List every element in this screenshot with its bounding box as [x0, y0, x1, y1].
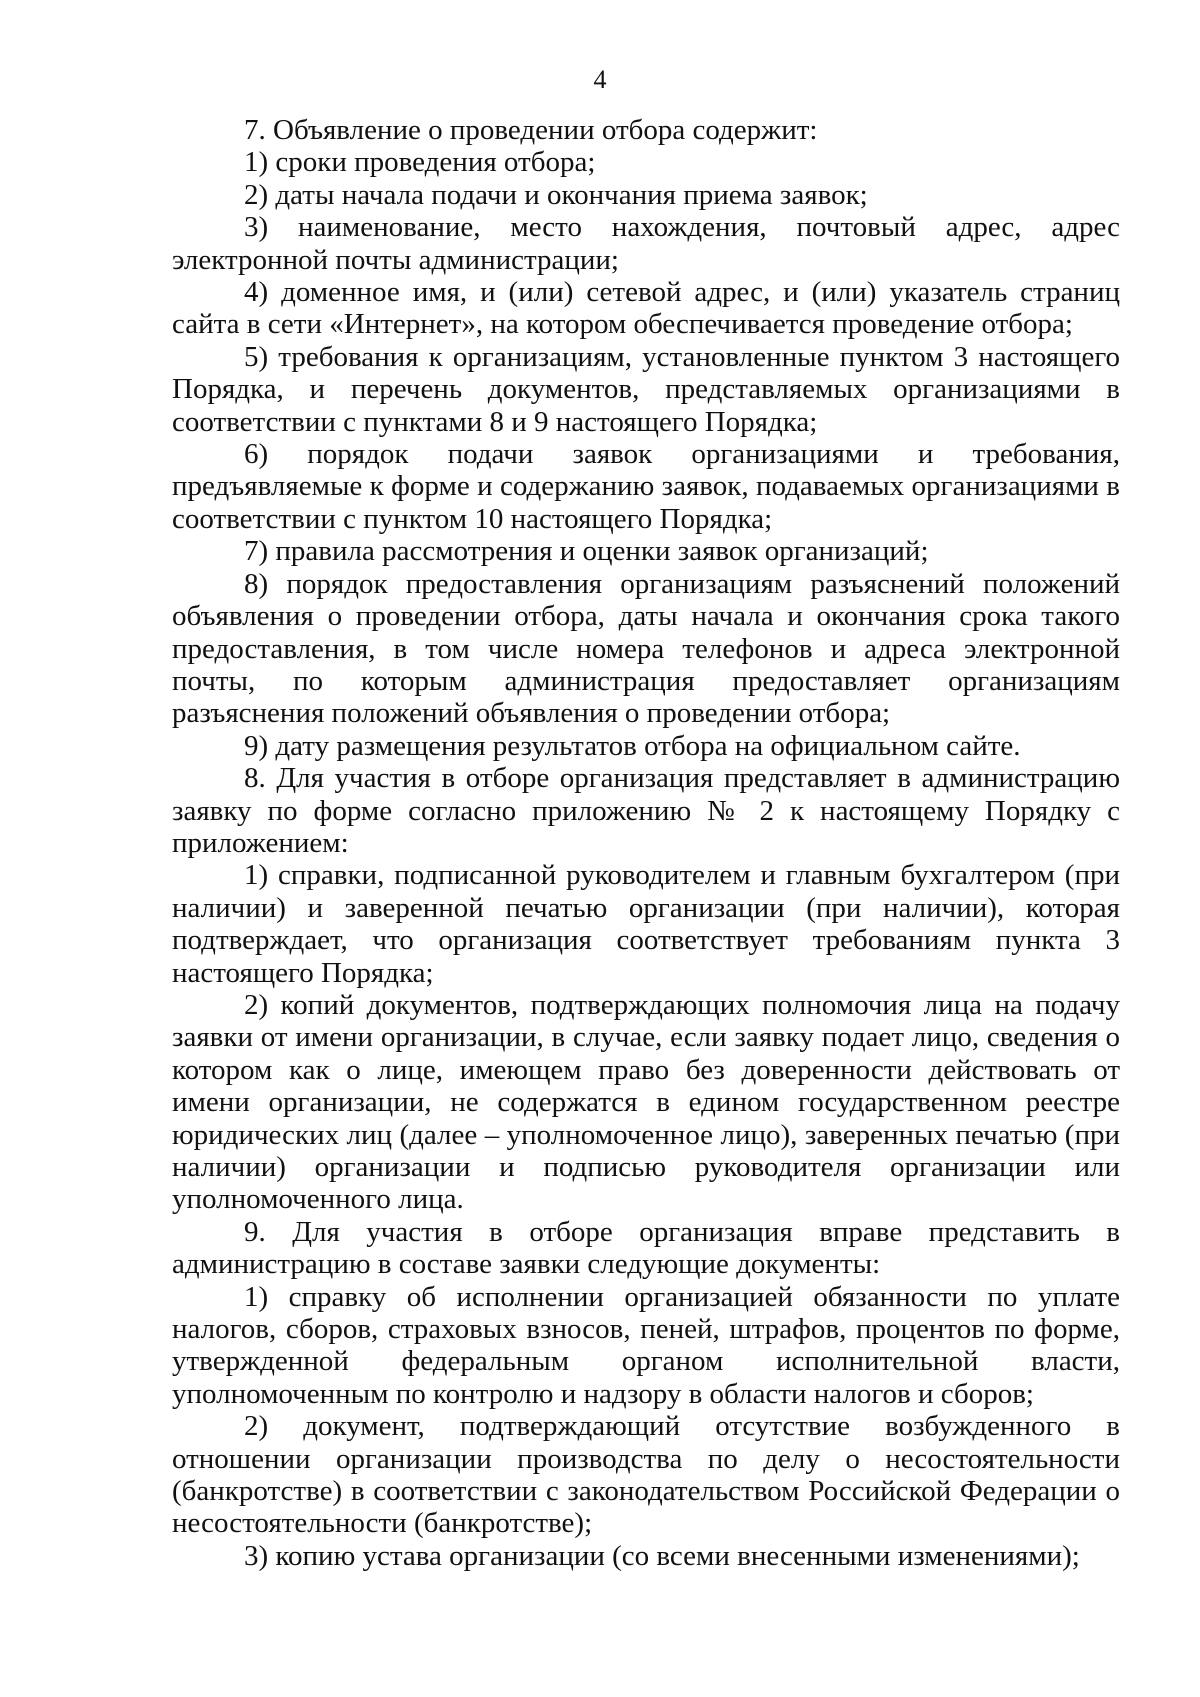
- paragraph-8-item-1: 1) справки, подписанной руководителем и главным бухгалтером (при наличии) и заверенной печатью организации (при наличии), которая подтверждает, что организация соответствует требованиям пункта 3 настоящего Порядка;: [172, 859, 1120, 989]
- page-number: 4: [593, 65, 607, 94]
- paragraph-7-item-4: 4) доменное имя, и (или) сетевой адрес, и (или) указатель страниц сайта в сети «Интернет», на котором обеспечивается проведение отбора;: [172, 276, 1120, 341]
- paragraph-9-item-3: 3) копию устава организации (со всеми внесенными изменениями);: [244, 1539, 1080, 1572]
- paragraph-7-item-1: 1) сроки проведения отбора;: [244, 146, 596, 179]
- paragraph-9-item-1: 1) справку об исполнении организацией обязанности по уплате налогов, сборов, страховых взносов, пеней, штрафов, процентов по форме, утвержденной федеральным органом исполнительной власти, уполномоченным по контролю и надзору в области налогов и сборов;: [172, 1280, 1120, 1410]
- paragraph-7-item-5: 5) требования к организациям, установленные пунктом 3 настоящего Порядка, и перечень документов, представляемых организациями в соответствии с пунктами 8 и 9 настоящего Порядка;: [172, 340, 1120, 438]
- paragraph-7-item-7: 7) правила рассмотрения и оценки заявок организаций;: [244, 535, 929, 568]
- paragraph-8-item-2: 2) копий документов, подтверждающих полномочия лица на подачу заявки от имени организации, в случае, если заявку подает лицо, сведения о котором как о лице, имеющем право без доверенности действовать от имени организации, не содержатся в едином государственном реестре юридических лиц (далее – уполномоченное лицо), заверенных печатью (при наличии) организации и подписью руководителя организации или уполномоченного лица.: [172, 988, 1120, 1216]
- paragraph-7-item-6: 6) порядок подачи заявок организациями и требования, предъявляемые к форме и содержанию заявок, подаваемых организациями в соответствии с пунктом 10 настоящего Порядка;: [172, 438, 1120, 535]
- paragraph-9-item-2: 2) документ, подтверждающий отсутствие возбужденного в отношении организации производства по делу о несостоятельности (банкротстве) в соответствии с законодательством Российской Федерации о несостоятельности (банкротстве);: [172, 1410, 1120, 1540]
- paragraph-9: 9. Для участия в отборе организация вправе представить в администрацию в составе заявки следующие документы:: [172, 1215, 1120, 1281]
- paragraph-7-item-9: 9) дату размещения результатов отбора на официальном сайте.: [244, 729, 1021, 762]
- document-body: [172, 114, 1120, 1572]
- paragraph-7-item-8: 8) порядок предоставления организациям разъяснений положений объявления о проведении отбора, даты начала и окончания срока такого предоставления, в том числе номера телефонов и адреса электронной почты, по которым администрация предоставляет организациям разъяснения положений объявления о проведении отбора;: [172, 567, 1120, 730]
- paragraph-7-item-3: 3) наименование, место нахождения, почтовый адрес, адрес электронной почты администрации;: [172, 211, 1120, 276]
- paragraph-8: 8. Для участия в отборе организация представляет в администрацию заявку по форме согласно приложению № 2 к настоящему Порядку с приложением:: [172, 762, 1120, 859]
- paragraph-7-item-2: 2) даты начала подачи и окончания приема заявок;: [244, 178, 868, 211]
- paragraph-7: 7. Объявление о проведении отбора содержит:: [244, 114, 818, 146]
